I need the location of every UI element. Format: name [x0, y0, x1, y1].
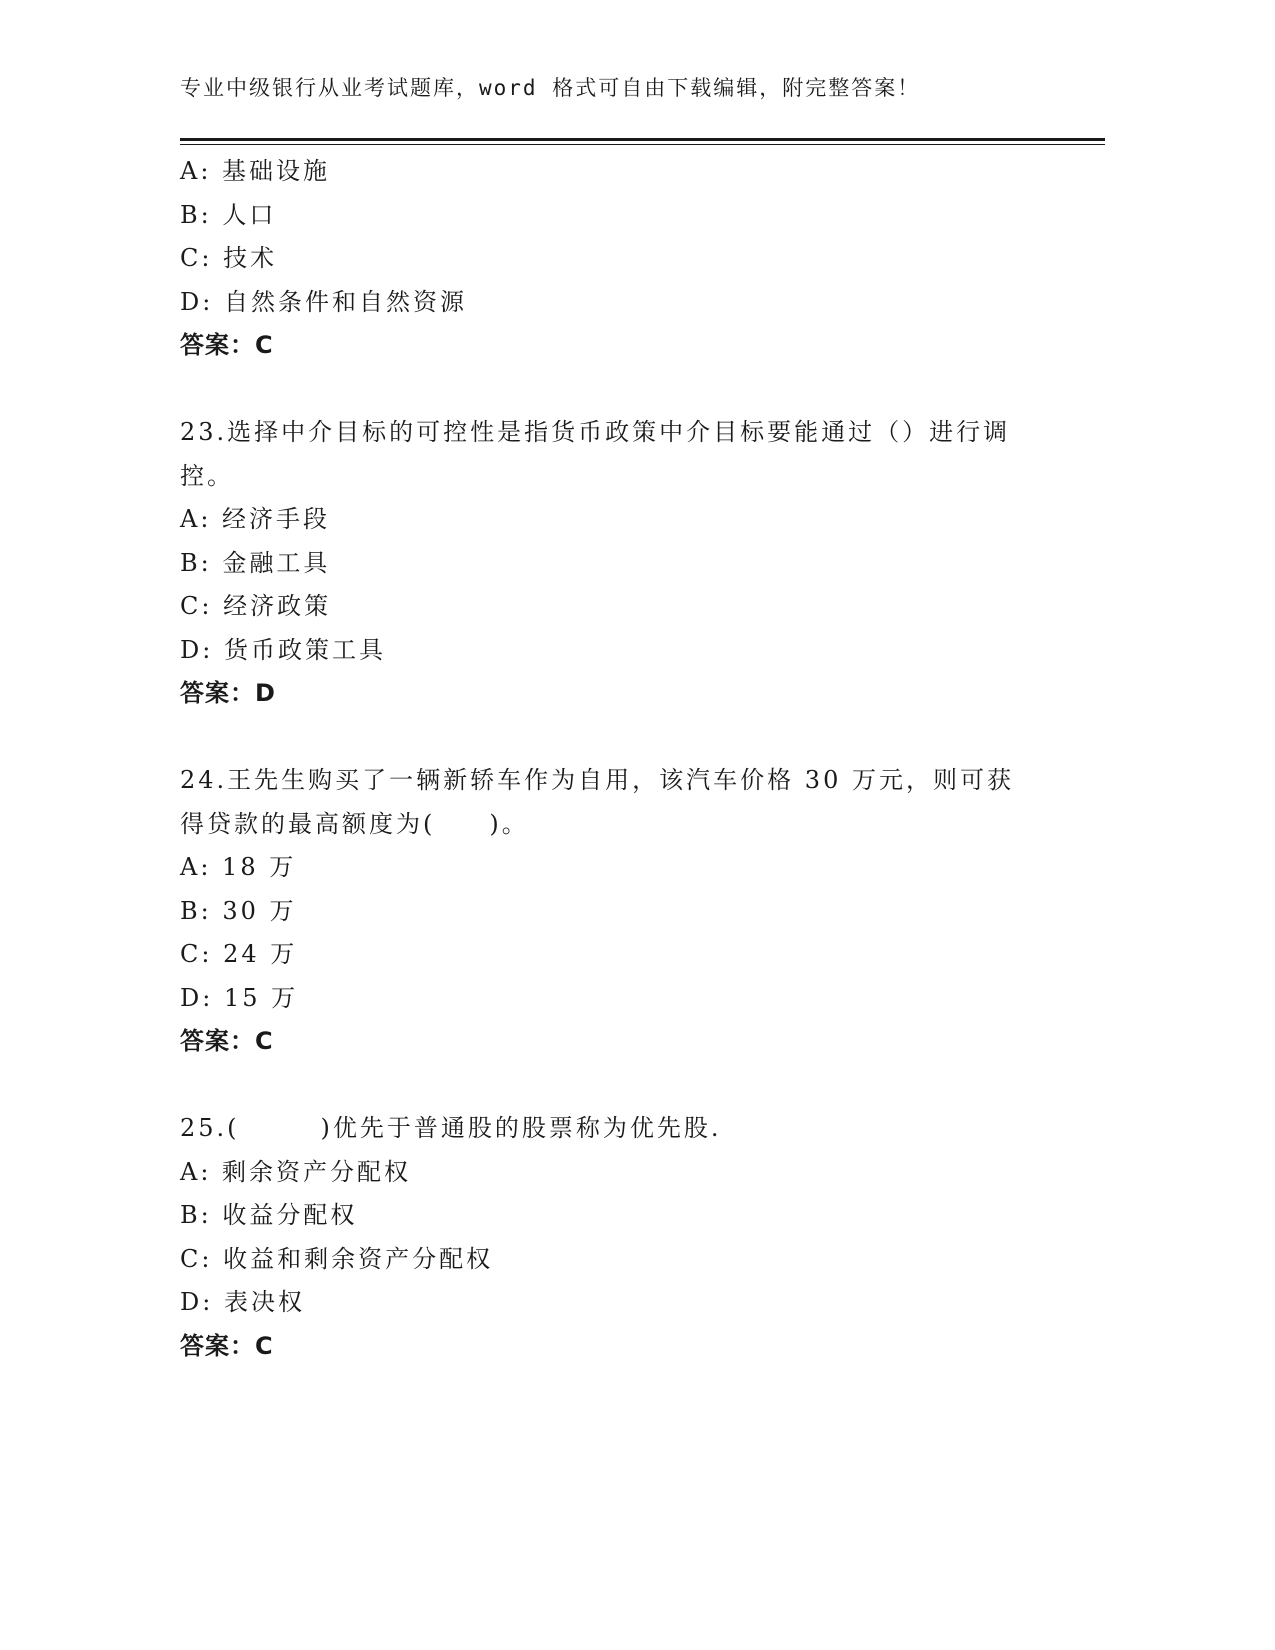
block-spacer: [180, 1064, 1060, 1108]
option-c: C: 收益和剩余资产分配权: [180, 1244, 494, 1273]
question-text: 24.王先生购买了一辆新轿车作为自用，该汽车价格 30 万元，则可获: [180, 766, 1014, 794]
option-d: D: 货币政策工具: [180, 635, 386, 664]
option-c: C: 经济政策: [180, 592, 332, 620]
page-header: 专业中级银行从业考试题库，word 格式可自由下载编辑，附完整答案！: [180, 76, 921, 100]
option-b: B: 30 万: [180, 896, 297, 925]
question-block-23: [180, 411, 1060, 716]
option-d: D: 表决权: [180, 1288, 305, 1316]
option-a: A: 经济手段: [180, 505, 331, 533]
option-a: A: 基础设施: [180, 157, 331, 185]
option-b: B: 收益分配权: [180, 1201, 358, 1229]
question-block-24: [180, 759, 1060, 1064]
option-a: A: 18 万: [180, 853, 297, 881]
question-text: 得贷款的最高额度为( )。: [180, 809, 529, 838]
header-rule-thin: [180, 144, 1105, 145]
block-spacer: [180, 716, 1060, 760]
question-content: [180, 150, 1060, 1368]
answer-line: 答案：C: [180, 1027, 274, 1055]
answer-line: 答案：C: [180, 1331, 274, 1360]
option-c: C: 技术: [180, 244, 278, 272]
header-rule-thick: [180, 138, 1105, 141]
option-b: B: 金融工具: [180, 548, 331, 577]
option-a: A: 剩余资产分配权: [180, 1157, 412, 1186]
question-block-22: [180, 150, 1060, 368]
block-spacer: [180, 368, 1060, 412]
option-b: B: 人口: [180, 200, 277, 229]
option-c: C: 24 万: [180, 940, 298, 968]
question-text: 25.( )优先于普通股的股票称为优先股.: [180, 1114, 722, 1142]
option-d: D: 自然条件和自然资源: [180, 287, 467, 316]
question-text: 23.选择中介目标的可控性是指货币政策中介目标要能通过（）进行调: [180, 418, 1011, 446]
question-text: 控。: [180, 461, 234, 490]
question-block-25: [180, 1107, 1060, 1368]
option-d: D: 15 万: [180, 983, 299, 1012]
answer-line: 答案：C: [180, 331, 274, 359]
answer-line: 答案：D: [180, 679, 276, 707]
